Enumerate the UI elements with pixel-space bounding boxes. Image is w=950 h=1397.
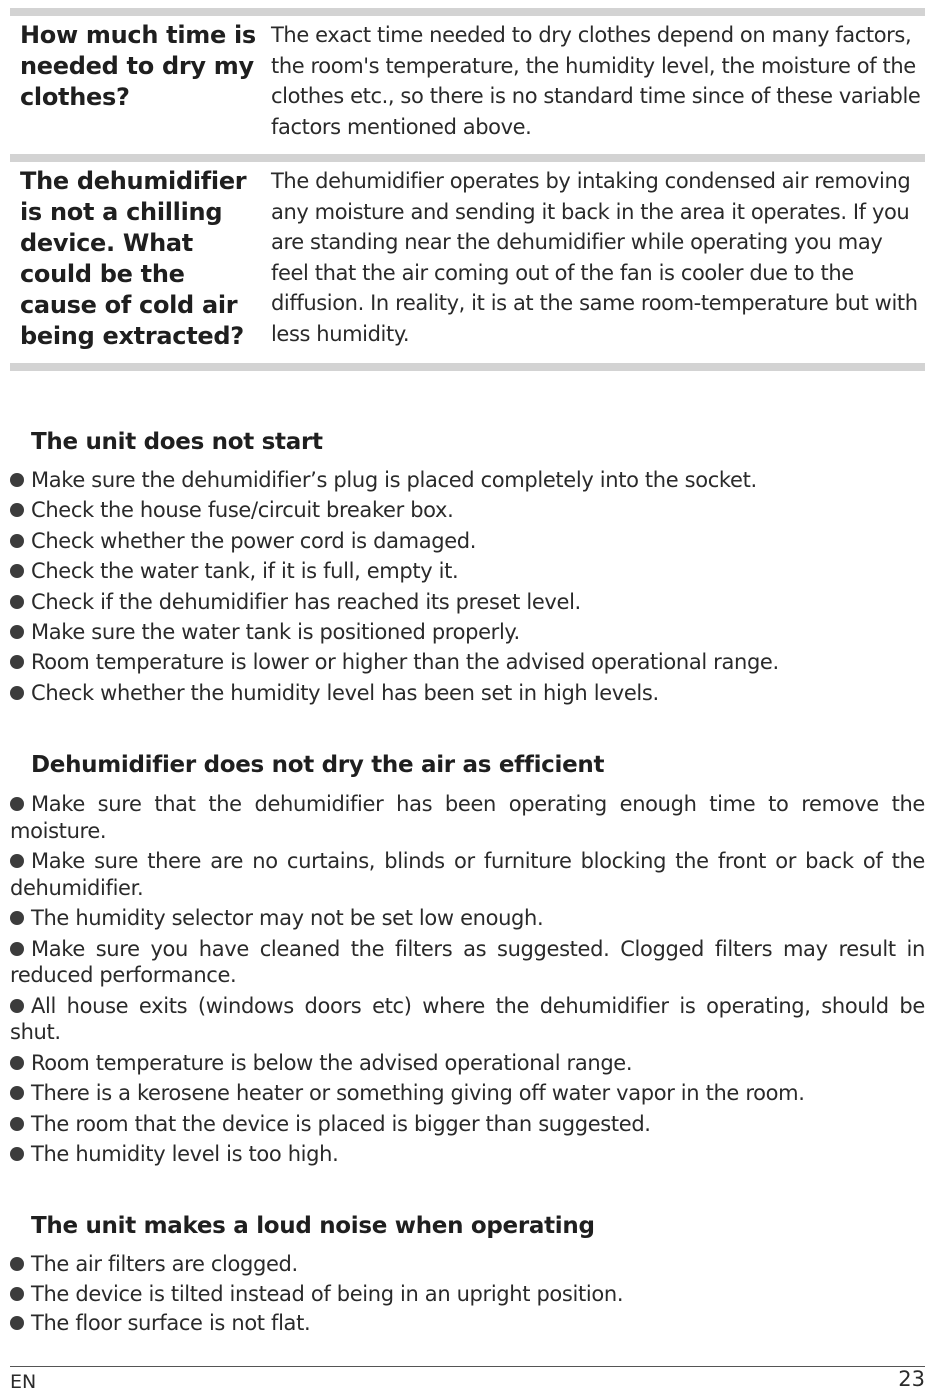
list-item: [10, 1080, 925, 1107]
list-item-text: Check whether the power cord is damaged.: [31, 528, 477, 553]
list-item-text: Make sure the water tank is positioned properly.: [31, 619, 520, 644]
list-item: [10, 1251, 925, 1281]
bullet-list: [10, 791, 925, 1172]
list-item-text: Check if the dehumidifier has reached its preset level.: [31, 589, 581, 614]
bullet-icon: [10, 942, 24, 956]
table-top-divider: [10, 8, 925, 16]
page-number: 23: [898, 1367, 925, 1391]
list-item-text: The humidity level is too high.: [31, 1142, 339, 1166]
list-item: [10, 1050, 925, 1077]
section-title: The unit does not start: [31, 429, 323, 455]
list-item: [10, 791, 925, 844]
section-title: The unit makes a loud noise when operating: [31, 1213, 595, 1239]
list-item-text: Room temperature is lower or higher than the advised operational range.: [31, 650, 779, 675]
list-item: [10, 649, 925, 679]
list-item-text: Check the water tank, if it is full, empty it.: [31, 559, 459, 584]
bullet-icon: [10, 854, 24, 868]
list-item: [10, 467, 925, 497]
list-item: [10, 848, 925, 901]
bullet-icon: [10, 1257, 24, 1271]
list-item: [10, 1111, 925, 1138]
bullet-icon: [10, 534, 24, 548]
list-item-text: The device is tilted instead of being in an upright position.: [31, 1281, 624, 1306]
list-item: [10, 589, 925, 619]
list-item: [10, 1141, 925, 1168]
table-bottom-divider: [10, 363, 925, 371]
footer-divider: [10, 1366, 925, 1367]
list-item: [10, 558, 925, 588]
bullet-icon: [10, 686, 24, 700]
bullet-icon: [10, 595, 24, 609]
list-item: [10, 528, 925, 558]
bullet-icon: [10, 1117, 24, 1131]
list-item: [10, 936, 925, 989]
bullet-icon: [10, 999, 24, 1013]
list-item: [10, 905, 925, 932]
faq-question: How much time is needed to dry my clothes?: [20, 21, 256, 111]
bullet-icon: [10, 797, 24, 811]
list-item: [10, 680, 925, 710]
faq-answer: The dehumidifier operates by intaking condensed air removing any moisture and sending it back in the area it operates. If you are standing near the dehumidifier while operating you may feel that the air coming out of the fan is cooler due to the diffusion. In reality, it is at the same room-temperature but with less humidity.: [271, 169, 918, 346]
bullet-icon: [10, 1287, 24, 1301]
list-item: [10, 497, 925, 527]
footer-language: EN: [10, 1371, 37, 1393]
bullet-icon: [10, 473, 24, 487]
list-item-text: The room that the device is placed is bigger than suggested.: [31, 1111, 651, 1136]
list-item: [10, 1281, 925, 1311]
list-item-text: Make sure there are no curtains, blinds or furniture blocking the front or back of the dehumidifier.: [10, 849, 925, 900]
bullet-list: [10, 467, 925, 710]
faq-question: The dehumidifier is not a chilling device. What could be the cause of cold air being extracted?: [20, 167, 247, 350]
bullet-icon: [10, 1316, 24, 1330]
bullet-icon: [10, 655, 24, 669]
list-item-text: Make sure the dehumidifier’s plug is placed completely into the socket.: [31, 468, 757, 492]
faq-answer: The exact time needed to dry clothes depend on many factors, the room's temperature, the humidity level, the moisture of the clothes etc., so there is no standard time since of these variable factors mentioned above.: [271, 23, 921, 139]
list-item-text: Room temperature is below the advised operational range.: [31, 1050, 633, 1075]
list-item-text: The floor surface is not flat.: [31, 1311, 311, 1335]
section-title: Dehumidifier does not dry the air as efficient: [31, 752, 605, 778]
list-item-text: The humidity selector may not be set low enough.: [31, 906, 544, 930]
bullet-icon: [10, 1056, 24, 1070]
list-item-text: Make sure you have cleaned the filters as suggested. Clogged filters may result in reduced performance.: [10, 936, 925, 987]
list-item-text: Make sure that the dehumidifier has been operating enough time to remove the moisture.: [10, 792, 925, 843]
bullet-icon: [10, 1147, 24, 1161]
list-item-text: All house exits (windows doors etc) where the dehumidifier is operating, should be shut.: [10, 993, 925, 1044]
bullet-icon: [10, 1086, 24, 1100]
bullet-list: [10, 1251, 925, 1340]
bullet-icon: [10, 503, 24, 517]
bullet-icon: [10, 911, 24, 925]
bullet-icon: [10, 625, 24, 639]
list-item-text: Check whether the humidity level has been set in high levels.: [31, 680, 659, 705]
list-item: [10, 619, 925, 649]
list-item-text: There is a kerosene heater or something giving off water vapor in the room.: [31, 1081, 805, 1105]
bullet-icon: [10, 564, 24, 578]
list-item: [10, 993, 925, 1046]
list-item-text: Check the house fuse/circuit breaker box.: [31, 498, 454, 523]
list-item: [10, 1310, 925, 1340]
list-item-text: The air filters are clogged.: [31, 1252, 298, 1276]
table-row-divider: [10, 154, 925, 162]
